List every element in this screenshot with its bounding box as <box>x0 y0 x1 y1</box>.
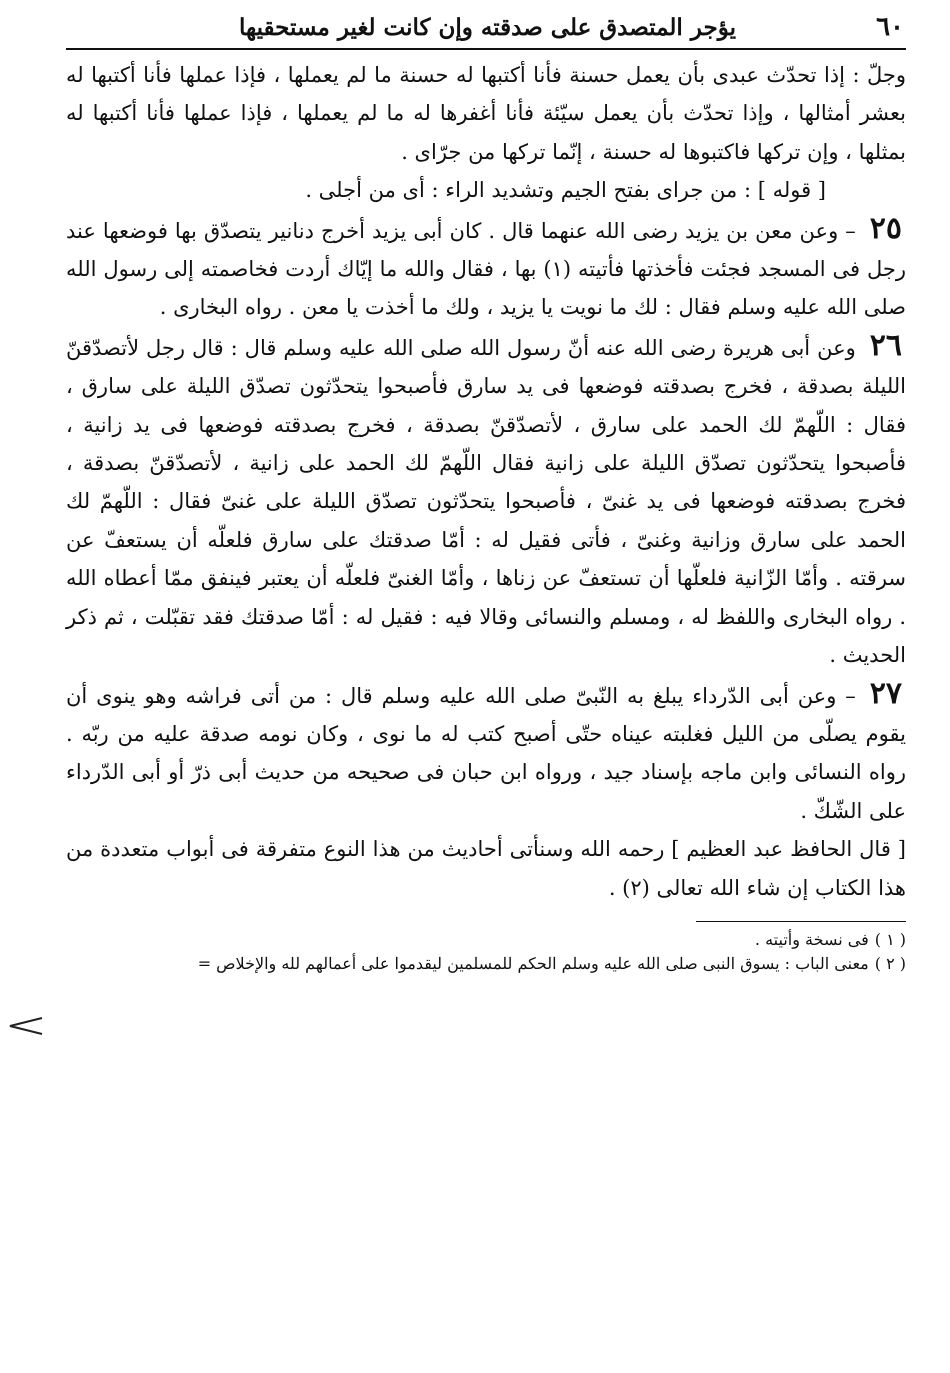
hadith-number-27: ٢٧ <box>869 675 902 711</box>
margin-pen-mark-icon <box>6 1015 44 1037</box>
hadith-25-text: – وعن معن بن يزيد رضى الله عنهما قال . كان أبى يزيد أخرج دنانير يتصدّق بها فوضعها عند رجل فى المسجد فجئت فأخذتها فأتيته (١) بها ، فقال والله ما إيّاك أردت فخاصمته إلى رسول الله صلى الله عليه وسلم فقال : لك ما نويت يا يزيد ، ولك ما أخذت يا معن . رواه البخارى . <box>66 218 906 320</box>
hadith-26-text: وعن أبى هريرة رضى الله عنه أنّ رسول الله صلى الله عليه وسلم قال : قال رجل لأتصدّقنّ الليلة بصدقة ، فخرج بصدقته فوضعها فى يد سارق فأصبحوا يتحدّثون تصدّق الليلة على سارق ، فقال : اللّهمّ لك الحمد على سارق ، لأتصدّقنّ بصدقة ، فخرج بصدقته فوضعها فى يد زانية ، فأصبحوا يتحدّثون تصدّق الليلة على زانية فقال اللّهمّ لك الحمد على زانية ، لأتصدّقنّ بصدقة ، فخرج بصدقته فوضعها فى يد غنىّ ، فأصبحوا يتحدّثون تصدّق الليلة على غنىّ فقال : اللّهمّ لك الحمد على سارق وزانية وغنىّ ، فأتى فقيل له : أمّا صدقتك على سارق فلعلّه أن يستعفّ عن سرقته . وأمّا الزّانية فلعلّها أن تستعفّ عن زناها ، وأمّا الغنىّ فلعلّه أن يعتبر فينفق ممّا أعطاه الله . رواه البخارى واللفظ له ، ومسلم والنسائى وقالا فيه : فقيل له : أمّا صدقتك فقد تقبّلت ، ثم ذكر الحديث . <box>66 335 906 668</box>
footnote-text: فى نسخة وأتيته . <box>754 929 869 949</box>
book-page <box>66 8 906 1363</box>
hadith-number-26: ٢٦ <box>869 327 902 363</box>
hadith-number-25: ٢٥ <box>869 210 902 246</box>
footnote-number: ( ٢ ) <box>874 953 906 973</box>
footnote-text: معنى الباب : يسوق النبى صلى الله عليه وسلم الحكم للمسلمين ليقدموا على أعمالهم لله والإخلاص = <box>197 953 869 973</box>
hadith-27 <box>66 675 906 831</box>
footnotes <box>66 928 906 976</box>
footnote-number: ( ١ ) <box>874 929 906 949</box>
closing-note: [ قال الحافظ عبد العظيم ] رحمه الله وسنأتى أحاديث من هذا النوع متفرقة فى أبواب متعددة من هذا الكتاب إن شاء الله تعالى (٢) . <box>66 837 906 900</box>
footnote-2 <box>66 952 906 976</box>
footnote-1 <box>66 928 906 952</box>
footnote-divider <box>696 921 906 922</box>
page-header <box>66 8 906 50</box>
running-title: يؤجر المتصدق على صدقته وإن كانت لغير مستحقيها <box>239 14 736 41</box>
paragraph-hadith-24-end: وجلّ : إذا تحدّث عبدى بأن يعمل حسنة فأنا أكتبها له حسنة ما لم يعملها ، فإذا عملها فأنا أكتبها له بعشر أمثالها ، وإذا تحدّث بأن يعمل سيّئة فأنا أغفرها له ما لم يعملها ، فإذا عملها فأنا أكتبها له بمثلها ، وإن تركها فاكتبوها له حسنة ، إنّما تركها من جرّاى . <box>66 63 906 164</box>
commentary-note: [ قوله ] : من جراى بفتح الجيم وتشديد الراء : أى من أجلى . <box>305 178 826 203</box>
hadith-25 <box>66 210 906 327</box>
main-text <box>66 56 906 907</box>
hadith-26 <box>66 327 906 675</box>
page-number: ٦٠ <box>876 12 904 42</box>
hadith-27-text: – وعن أبى الدّرداء يبلغ به النّبىّ صلى الله عليه وسلم قال : من أتى فراشه وهو ينوى أن يقوم يصلّى من الليل فغلبته عيناه حتّى أصبح كتب له ما نوى ، وكان نومه صدقة عليه من ربّه . رواه النسائى وابن ماجه بإسناد جيد ، ورواه ابن حبان فى صحيحه من حديث أبى ذرّ أو أبى الدّرداء على الشّكّ . <box>66 683 906 823</box>
